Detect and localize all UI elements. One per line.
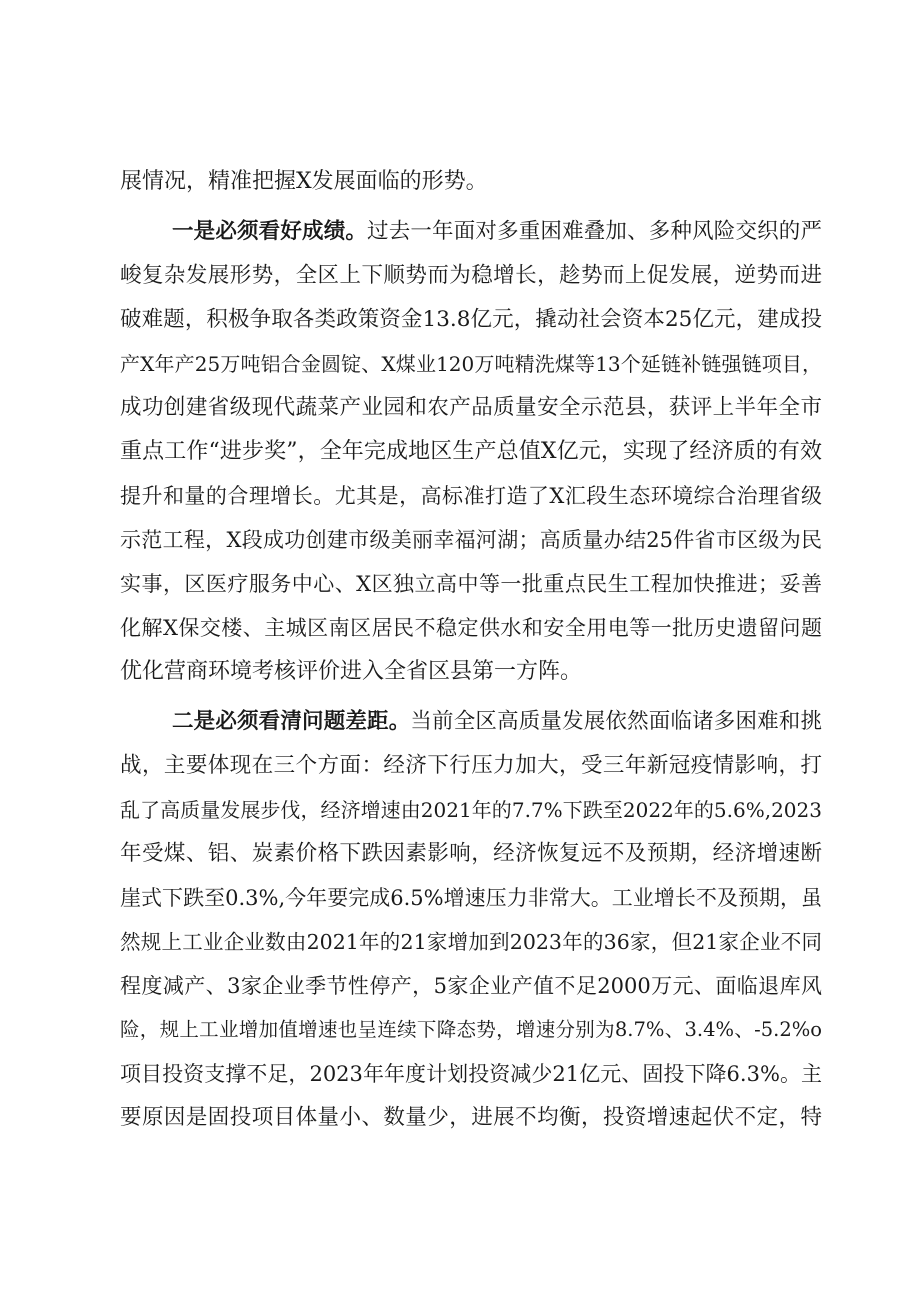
paragraph-text: 然规上工业企业数由2021年的21家增加到2023年的36家，但21家企业不同 — [120, 930, 822, 954]
paragraph-line — [120, 650, 822, 694]
paragraph-text: 成功创建省级现代蔬菜产业园和农产品质量安全示范县，获评上半年全市 — [120, 395, 822, 420]
paragraph-line — [120, 430, 822, 474]
paragraph-text: 当前全区高质量发展依然面临诸多困难和挑 — [410, 709, 822, 734]
paragraph-text: 崖式下跌至0.3%,今年要完成6.5%增速压力非常大。工业增长不及预期，虽 — [120, 886, 822, 910]
paragraph-line — [120, 832, 822, 876]
paragraph-line — [120, 788, 822, 832]
paragraph-text: 峻复杂发展形势，全区上下顺势而为稳增长，趁势而上促发展，逆势而进 — [120, 263, 822, 288]
paragraph-text: 示范工程，X段成功创建市级美丽幸福河湖；高质量办结25件省市区级为民 — [120, 528, 822, 552]
paragraph-text: 破难题，积极争取各类政策资金13.8亿元，撬动社会资本25亿元，建成投 — [120, 307, 822, 332]
paragraph-line — [172, 700, 822, 744]
paragraph-text: 险，规上工业增加值增速也呈连续下降态势，增速分别为8.7%、3.4%、-5.2%o — [120, 1018, 822, 1041]
paragraph-text: 产X年产25万吨铝合金圆锭、X煤业120万吨精洗煤等13个延链补链强链项目， — [120, 352, 822, 376]
paragraph-text: 重点工作“进步奖”，全年完成地区生产总值X亿元，实现了经济质的有效 — [120, 439, 822, 464]
paragraph-line — [120, 518, 822, 562]
paragraph-text: 化解X保交楼、主城区南区居民不稳定供水和安全用电等一批历史遗留问题 — [120, 616, 822, 640]
paragraph-text: 要原因是固投项目体量小、数量少，进展不均衡，投资增速起伏不定，特 — [120, 1105, 822, 1130]
paragraph-text: 年受煤、铝、炭素价格下跌因素影响，经济恢复远不及预期，经济增速断 — [120, 841, 822, 866]
paragraph-text: 提升和量的合理增长。尤其是，高标准打造了X汇段生态环境综合治理省级 — [120, 484, 822, 508]
paragraph-text: 展情况，精准把握X发展面临的形势。 — [120, 169, 488, 194]
paragraph-text: 程度减产、3家企业季节性停产，5家企业产值不足2000万元、面临退库风 — [120, 974, 822, 998]
paragraph-line — [120, 1008, 822, 1052]
paragraph-line — [120, 1052, 822, 1096]
paragraph-line — [120, 606, 822, 650]
paragraph-text: 战，主要体现在三个方面：经济下行压力加大，受三年新冠疫情影响，打 — [120, 753, 822, 778]
paragraph-line — [120, 964, 822, 1008]
paragraph-lead: 二是必须看清问题差距。 — [172, 709, 411, 734]
paragraph-line — [120, 298, 822, 342]
paragraph-line — [120, 920, 822, 964]
paragraph-line — [120, 876, 822, 920]
paragraph-line — [120, 474, 822, 518]
paragraph-text: 项目投资支撑不足，2023年年度计划投资减少21亿元、固投下降6.3%。主 — [120, 1062, 822, 1086]
paragraph-line — [120, 254, 822, 298]
paragraph-line — [120, 342, 822, 386]
paragraph-line — [172, 210, 822, 254]
paragraph-line — [120, 744, 822, 788]
paragraph-text: 优化营商环境考核评价进入全省区县第一方阵。 — [120, 659, 583, 684]
paragraph-line — [120, 386, 822, 430]
paragraph-text: 乱了高质量发展步伐，经济增速由2021年的7.7%下跌至2022年的5.6%,2023 — [120, 798, 822, 822]
paragraph-line — [120, 562, 822, 606]
paragraph-line — [120, 160, 822, 204]
paragraph-lead: 一是必须看好成绩。 — [172, 219, 368, 244]
paragraph-text: 过去一年面对多重困难叠加、多种风险交织的严 — [367, 219, 822, 244]
paragraph-line — [120, 1096, 822, 1140]
paragraph-text: 实事，区医疗服务中心、X区独立高中等一批重点民生工程加快推进；妥善 — [120, 572, 822, 596]
